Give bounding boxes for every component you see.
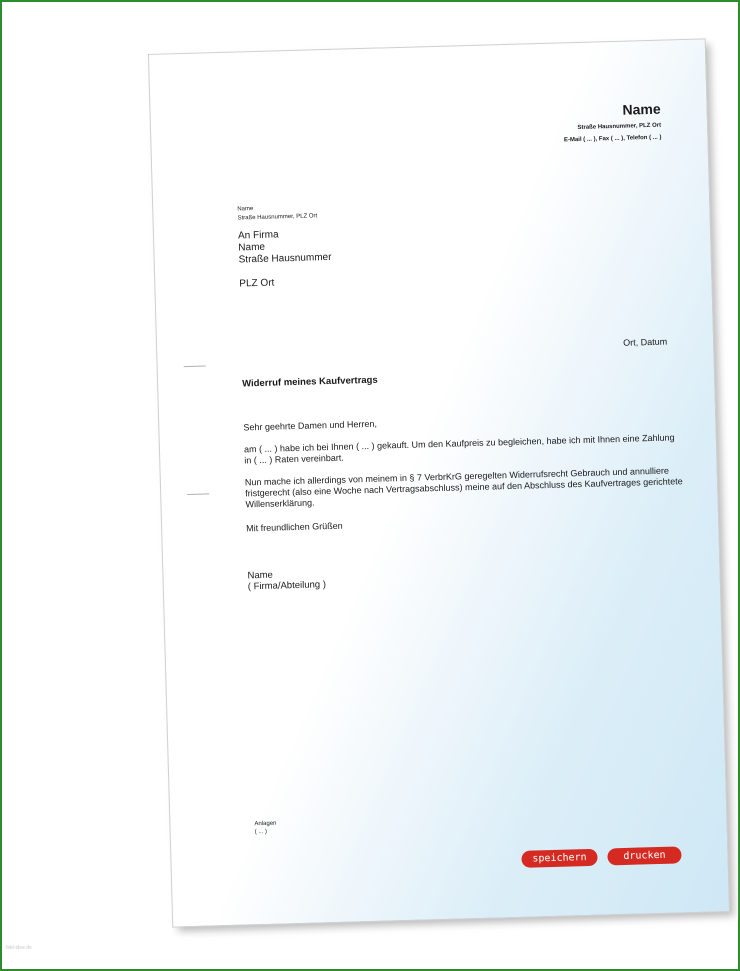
return-address-street: Straße Hausnummer, PLZ Ort bbox=[237, 213, 318, 222]
print-button[interactable]: drucken bbox=[607, 846, 681, 865]
closing: Mit freundlichen Grüßen bbox=[246, 520, 343, 534]
salutation: Sehr geehrte Damen und Herren, bbox=[243, 418, 378, 433]
place-date: Ort, Datum bbox=[623, 336, 668, 348]
signature-department: ( Firma/Abteilung ) bbox=[247, 579, 327, 593]
recipient-line-3: Straße Hausnummer bbox=[238, 251, 332, 266]
letter-page bbox=[148, 38, 730, 927]
recipient-line-2: Name bbox=[238, 241, 266, 254]
attachments-value: ( ... ) bbox=[254, 828, 268, 836]
return-address-name: Name bbox=[237, 206, 254, 213]
attachments-label: Anlagen bbox=[254, 820, 277, 828]
sender-name: Name bbox=[622, 100, 661, 118]
recipient-line-1: An Firma bbox=[237, 229, 279, 242]
watermark: bild-idee.de bbox=[6, 945, 32, 951]
sender-contact: E-Mail ( ... ), Fax ( ... ), Telefon ( ... ) bbox=[563, 134, 662, 144]
fold-mark-top bbox=[184, 365, 206, 367]
fold-mark-middle bbox=[187, 493, 209, 495]
recipient-line-4: PLZ Ort bbox=[239, 277, 275, 290]
sender-address: Straße Hausnummer, PLZ Ort bbox=[577, 122, 662, 131]
paragraph-1: am ( ... ) habe ich bei Ihnen ( ... ) gekauft. Um den Kaufpreis zu begleichen, habe ich mit Ihnen eine Zahlung in ( ... ) Raten vereinbart. bbox=[243, 432, 675, 466]
paragraph-2: Nun mache ich allerdings von meinem in § 7 VerbrKrG geregelten Widerrufsrecht Gebrauch und annulliere fristgerecht (also eine Woche nach Vertragsabschluss) meine auf den Abschluss des Kaufvertrages gerichtete Willenserklärung. bbox=[244, 465, 683, 510]
letter-subject: Widerruf meines Kaufvertrags bbox=[242, 374, 378, 390]
signature-name: Name bbox=[247, 569, 274, 582]
save-button[interactable]: speichern bbox=[521, 849, 597, 868]
